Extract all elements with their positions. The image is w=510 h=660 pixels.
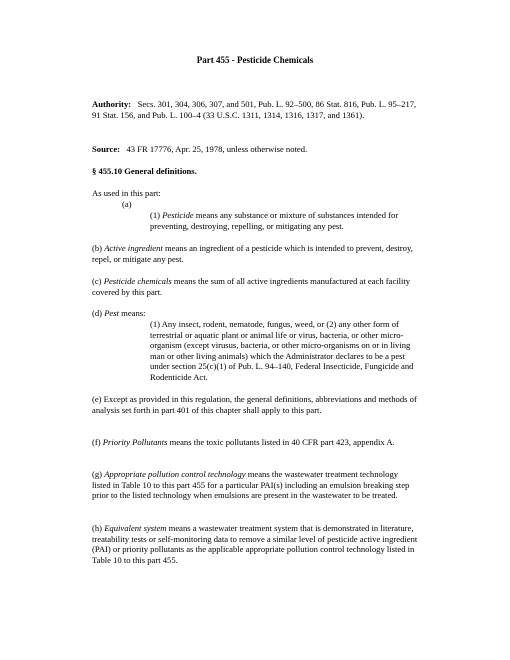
definition-c-text: means the sum of all active ingredients manufactured at each facility covered by this part. [92, 276, 411, 297]
definition-b-term: Active ingredient [104, 243, 163, 253]
definition-h-marker: (h) [92, 523, 103, 533]
definition-b [92, 243, 418, 264]
definition-g-marker: (g) [92, 469, 103, 479]
authority-label: Authority: [92, 99, 132, 109]
definition-a-num: (1) [150, 210, 161, 220]
definition-f [92, 437, 418, 448]
page-title: Part 455 - Pesticide Chemicals [196, 55, 314, 65]
definition-d-1: (1) Any insect, rodent, nematode, fungus, weed, or (2) any other form of terrestrial or aquatic plant or animal life or virus, bacteria, or other micro-organism (except virusus, bacteria, or other micro-organisms on or in living man or other living animals) which the Administrator declares to be a pest under section 25(c)(1) of Pub. L. 94–140, Federal Insecticide, Fungicide and Rodenticide Act. [150, 319, 414, 382]
intro-text: As used in this part: [92, 188, 161, 198]
definition-h [92, 523, 418, 565]
definition-g-text: means the wastewater treatment technology listed in Table 10 to this part 455 for a particular PAI(s) including an emulsion breaking step prior to the listed technology when emulsions are present in the wastewater to be treated. [92, 469, 410, 501]
definition-a-marker: (a) [122, 199, 132, 209]
authority-paragraph [92, 99, 418, 120]
section-heading: § 455.10 General definitions. [92, 166, 197, 176]
definition-f-marker: (f) [92, 437, 101, 447]
definition-c-term: Pesticide chemicals [103, 276, 172, 286]
definition-c [92, 276, 418, 297]
definition-b-marker: (b) [92, 243, 103, 253]
definition-f-text: means the toxic pollutants listed in 40 CFR part 423, appendix A. [169, 437, 395, 447]
source-text: 43 FR 17776, Apr. 25, 1978, unless otherwise noted. [126, 144, 308, 154]
definition-a-1 [92, 210, 416, 231]
source-paragraph [92, 144, 418, 155]
definition-g-term: Appropriate pollution control technology [104, 469, 246, 479]
definition-b-text: means an ingredient of a pesticide which is intended to prevent, destroy, repel, or mitigate any pest. [92, 243, 413, 264]
definition-a-text: means any substance or mixture of substances intended for preventing, destroying, repelling, or mitigating any pest. [150, 210, 399, 231]
definition-a-term: Pesticide [162, 210, 194, 220]
authority-text: Secs. 301, 304, 306, 307, and 501, Pub. L. 92–500, 86 Stat. 816, Pub. L. 95–217, 91 Stat. 156, and Pub. L. 100–4 (33 U.S.C. 1311, 1314, 1316, 1317, and 1361). [92, 99, 417, 120]
definition-d-marker: (d) [92, 308, 103, 318]
source-label: Source: [92, 144, 121, 154]
definition-c-marker: (c) [92, 276, 102, 286]
definition-d-term: Pest [104, 308, 119, 318]
definition-g [92, 469, 418, 501]
definition-h-term: Equivalent system [104, 523, 167, 533]
definition-h-text: means a wastewater treatment system that is demonstrated in literature, treatability tests or self-monitoring data to remove a similar level of pesticide active ingredient (PAI) or priority pollutants as the applicable appropriate pollution control technology listed in Table 10 to this part 455. [92, 523, 418, 565]
definition-f-term: Priority Pollutants [102, 437, 168, 447]
definition-d-tail: means: [121, 308, 146, 318]
definition-d [92, 308, 418, 319]
definition-e: (e) Except as provided in this regulation, the general definitions, abbreviations and methods of analysis set forth in part 401 of this chapter shall apply to this part. [92, 394, 417, 415]
